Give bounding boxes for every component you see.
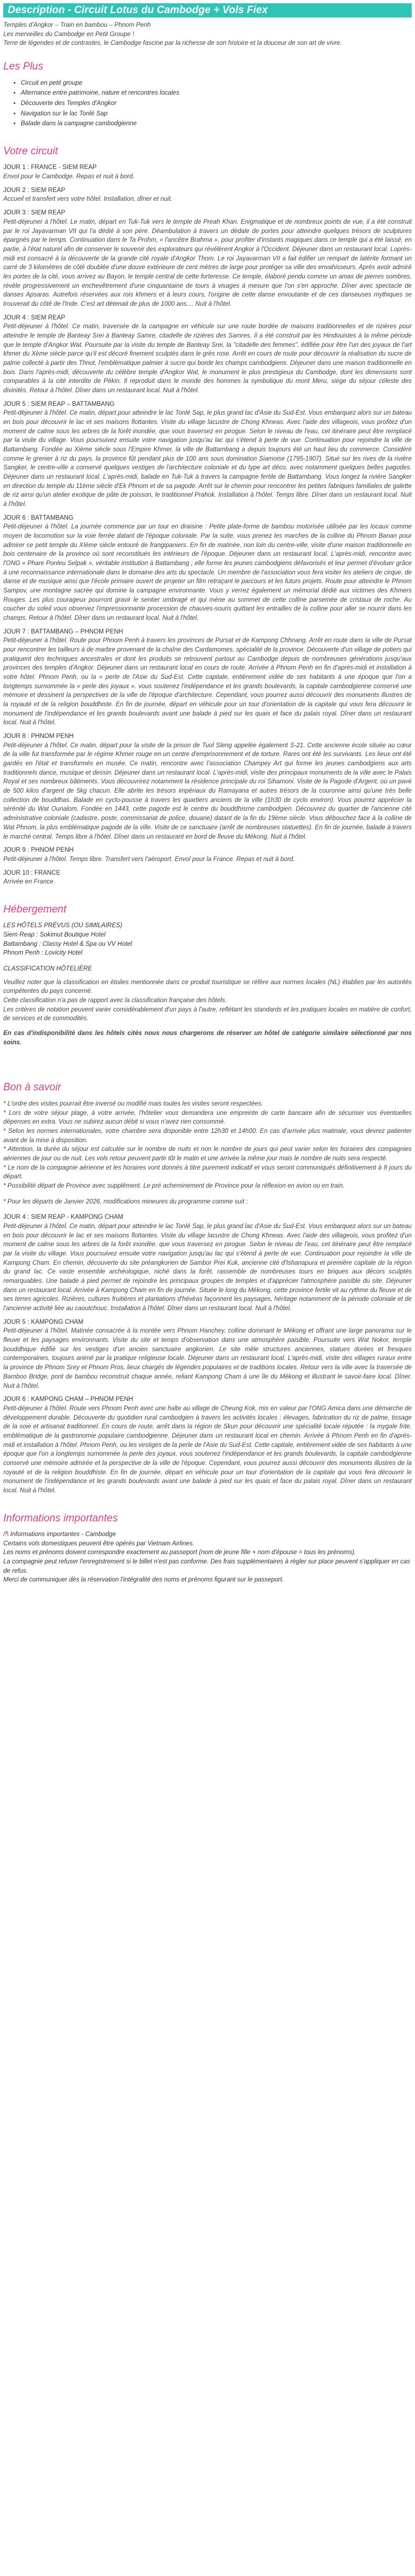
hotel-line: Phnom Penh : Lovicity Hotel bbox=[3, 950, 83, 957]
list-item: • Navigation sur le lac Tonlé Sap bbox=[21, 109, 412, 119]
intro bbox=[3, 21, 412, 48]
day-block bbox=[3, 869, 412, 887]
note: * Le nom de la compagnie aérienne et les horaires vont donnés à titre purement indicatif et vous seront communiqués définitivement à 8 jours du départ. bbox=[3, 1164, 412, 1181]
page-title: Description - Circuit Lotus du Cambodge + Vols Fiex bbox=[3, 3, 412, 18]
day-block bbox=[3, 400, 412, 509]
day-block bbox=[3, 208, 412, 309]
list-item: • Circuit en petit groupe bbox=[21, 79, 412, 88]
note: * L'ordre des visites pourrait être inversé ou modifié mais toutes les visites seront respectées. bbox=[3, 1101, 263, 1108]
day-title: JOUR 9 : PHNOM PENH bbox=[3, 847, 74, 854]
intro-line: Temples d'Angkor – Train en bambou – Phnom Penh bbox=[3, 22, 151, 28]
info-line: Les noms et prénoms doivent correspondre exactement au passeport (nom de jeune fille + nom d'épouse = tous les prénoms). bbox=[3, 1549, 356, 1556]
infos-heading: Informations importantes bbox=[3, 1512, 118, 1524]
bon-savoir-notes bbox=[3, 1100, 412, 1206]
day-text: Petit-déjeuner à l'hôtel. Route pour Phnom Penh à travers les provinces de Pursat et de Kampong Chhnang. Arrêt en route dans la ville de Pursat pour rencontrer les tailleurs à de marbre provenant de la chaîne des Cardamomes, spécialité de la province. Découverte d'un village de potiers qui pratiquent des techniques ancestrales et dont les produits se retrouvent partout au Cambodge depuis de nombreuses générations jusqu'aux provinces des temples d'Angkor. Déjeuner dans un restaurant local en cours de route. Arrivée à Phnom Penh en fin d'après-midi et installation à votre hôtel. Phnom Penh, ou la « perle de l'Asie du Sud-Est. Cette capitale, entièrement vidée de ses habitants à une époque que l'on a longtemps surnommée la « perle des joyaux ». vous soutenez l'indépendance et les grands boulevards, la capitale cambodgienne conservé une mémoire et dessinent la perspectives de la ville de l'époque d'architecture. Cependant, vous pourrez aussi découvrir des monuments illustres de la royauté et de la religion bouddhiste. En fin de journée, départ en véhicule pour un tour d'orientation de la capitale qui vous fera découvrir le monument de l'indépendance et les grands boulevards avant une balade à pied sur les quais et face du palais royal. Dîner dans un restaurant local. Nuit à l'hôtel. bbox=[3, 637, 412, 726]
day-text: Petit-déjeuner à l'hôtel. Ce matin, départ pour la visite de la prison de Tuol Sleng appelée également S-21. Cette ancienne école située au cœur de la ville fut transformée par le régime Khmer rouge en un centre d'emprisonnement et de torture. Rares ont été les survivants. Les lieux ont été gardés en l'état et transformés en musée. Ce matin, rencontre avec l'association Champey Art qui forme les jeunes cambodgiens aux arts traditionnels dance, musique et dessin. Déjeuner dans un restaurant local. L'après-midi, visite des principaux monuments de la ville avec le Palais Royal et ses nombreux bâtiments. Vous découvrirez notamment la résidence principale du roi Sihamoni. Visite de la Pagode d'Argent, où un pavé de 500 kilos d'argent de 5kg chacun. Elle abrite les trésors impériaux du Ramayana et autres trésors de la couronne ainsi qu'une très belle collection de bouddhas. Balade en cyclo-pousse à travers les quartiers anciens de la ville (1h30 de cyclo environ). Vous pourrez apprécier la sérénité du Wat Ounalom. Fondée en 1443, cette pagode est le centre du bouddhisme cambodgien. Découvrez du quartier de l'ancienne cité administrative coloniale (cadastre, poste, commissariat de police, douane) datant de la fin du 19ème siècle. Vous débouchez face à la colline de Wat Phnom, la plus emblématique pagode de la ville. Visite de ce sanctuaire (arrêt de nombreuses statuettes). En fin de journée, balade à travers le marché central. Temps libre à l'hôtel. Dîner dans un restaurant en bord de fleuve du Mékong. Nuit à l'hôtel. bbox=[3, 742, 412, 840]
day-block bbox=[3, 627, 412, 728]
classification-text: Cette classification n'a pas de rapport avec la classification française des hôtels. bbox=[3, 997, 227, 1004]
day-title: JOUR 1 : FRANCE - SIEM REAP bbox=[3, 164, 97, 171]
day-block bbox=[3, 1318, 412, 1391]
plus-heading: Les Plus bbox=[3, 61, 43, 73]
day-title: JOUR 5 : SIEM REAP – BATTAMBANG bbox=[3, 400, 115, 408]
day-title: JOUR 10 : FRANCE bbox=[3, 869, 61, 876]
day-text: Petit-déjeuner à l'hôtel. Ce matin, traversée de la campagne en véhicule sur une route bordée de maisons traditionnelles et de rizières pour atteindre le temple de Banteay Srei à Banteay Samre, citadelle de rizières des Samres. Il a été construit par les Hindouistes à la même période que le temple d'Angkor Wat. Poursuite par la visite du temple de Banteay Srei, la "citadelle des femmes", édifiée pour être l'un des joyaux de l'art khmer du Xème siècle parce qu'il est décoré finement sculptés dans le grès rose. Arrêt en cours de route pour découvrir la réalisation du sucre de palme collecté à partir des Thnot, l'emblématique palmier à sucre qui borde les champs cambodgiens. Déjeuner dans une maison traditionnelle en bois. Dans l'après-midi, découverte du célèbre temple d'Angkor Wat, le monument le plus prestigieux du Cambodge, dont les dimensions sont comparables à la cité interdite de Pékin. Il reproduit dans le monde des hommes la symbolique du mont Meru, siège du séjour céleste des divinités. Retour à l'hôtel. Dîner dans un restaurant local. Nuit à l'hôtel. bbox=[3, 323, 412, 394]
day-block bbox=[3, 732, 412, 841]
bon-savoir-heading: Bon à savoir bbox=[3, 1081, 61, 1094]
day-title: JOUR 3 : SIEM REAP bbox=[3, 210, 66, 217]
day-title: JOUR 7 : BATTAMBANG – PHNOM PENH bbox=[3, 628, 123, 635]
plus-list bbox=[3, 79, 412, 129]
day-title: JOUR 6 : KAMPONG CHAM – PHNOM PENH bbox=[3, 1396, 134, 1403]
hotel-line: Battambang : Classy Hotel & Spa ou VV Hotel bbox=[3, 940, 132, 947]
intro-line: Les merveilles du Cambodge en Petit Groupe ! bbox=[3, 31, 135, 38]
day-title: JOUR 5 : KAMPONG CHAM bbox=[3, 1318, 84, 1325]
circuit-heading: Votre circuit bbox=[3, 145, 58, 157]
note: * Selon les normes internationales, votre chambre sera disponible entre 12h30 et 14h00. En cas d'arrivée plus matinale, vous devrez patienter avant de la mise à disposition. bbox=[3, 1128, 412, 1144]
page bbox=[0, 3, 415, 1585]
day-title: JOUR 6 : BATTAMBANG bbox=[3, 514, 74, 521]
availability-note: En cas d'indisponibilité dans les hôtels cités nous nous chargerons de réserver un hôtel de catégorie similaire sélectionné par nos soins. bbox=[3, 1030, 412, 1046]
day-block bbox=[3, 514, 412, 623]
day-block bbox=[3, 1395, 412, 1495]
day-title: JOUR 4 : SIEM REAP - KAMPONG CHAM bbox=[3, 1214, 123, 1221]
info-line: La compagnie peut refuser l'enregistrement si le billet n'est pas conforme. Des frais supplémentaires à régler sur place peuvent s'appliquer en cas de refus. bbox=[3, 1559, 410, 1574]
hotels-list bbox=[3, 921, 412, 958]
hotels-title: LES HÔTELS PRÉVUS (OU SIMILAIRES) bbox=[3, 922, 123, 929]
info-line: Certains vols domestiques peuvent être opérés par Vietnam Airlines. bbox=[3, 1540, 195, 1547]
classification-title: CLASSIFICATION HÔTELIÈRE bbox=[3, 966, 93, 973]
day-title: JOUR 8 : PHNOM PENH bbox=[3, 733, 74, 740]
day-block bbox=[3, 846, 412, 864]
note: * Attention, la durée du séjour est calculée sur le nombre de nuits et non le nombre de jours qui peut varier selon les horaires des compagnies aériennes de jour ou de nuit. Les vols retour peuvent partir tôt le matin et une arrivée la même jour mais le nombre de nuits sera respecté. bbox=[3, 1146, 412, 1162]
day-title: JOUR 2 : SIEM REAP bbox=[3, 187, 66, 194]
list-item: • Découverte des Temples d'Angkor bbox=[21, 99, 412, 108]
classification-text: Les critères de notation peuvent varier considérablement d'un pays à l'autre, reflétant les standards et les pratiques locales en matière de confort, de services et de commodités. bbox=[3, 1006, 412, 1022]
info-line: Merci de communiquer dès la réservation l'intégralité des noms et prénoms figurant sur le passeport. bbox=[3, 1577, 284, 1584]
classification-text: Veuillez noter que la classification en étoiles mentionnée dans ce produit touristique se réfère aux normes locales (NL) établies par les autorités compétentes du pays concerné. bbox=[3, 979, 412, 995]
day-text: Petit-déjeuner à l'hôtel. Route vers Phnom Penh avec une halte au village de Cheung Kok, mis en valeur par l'ONG Amica dans une démarche de développement durable. Découverte du quotidien rural cambodgien à travers les activités locales : élevages, fabrication du riz de palme, tissage de la soie et artisanat traditionnel. En cours de route, arrêt dans la région de Skun pour découvrir une spécialité locale réputée : la mygale frite, emblématique de la gastronomie populaire cambodgienne. Déjeuner dans un restaurant local en chemin. Arrivée à Phnom Penh en fin d'après-midi et installation à l'hôtel. Phnom Penh, ou les vestiges de la perle de l'Asie du Sud-Est. Cette capitale, entièrement vidée de ses habitants à une époque que l'on a longtemps surnommée la perle des joyaux, vous soutenez l'indépendance et les grands boulevards, la capitale cambodgienne conservé une mémoire admirée et la perspective de la ville de l'époque. Cependant, vous pourrez aussi découvrir des monuments illustres de la royauté et de la religion bouddhiste. En fin de journée, départ en véhicule pour un tour d'orientation de la capitale qui vous fera découvrir le monument de l'indépendance et les grands boulevards avant une balade à pied sur les quais et face du palais royal. Dîner dans un restaurant local. Nuit à l'hôtel. bbox=[3, 1405, 412, 1494]
day-text: Arrivée en France. bbox=[3, 879, 55, 886]
list-item: • Alternance entre patrimoine, nature et rencontres locales bbox=[21, 89, 412, 98]
day-text: Petit-déjeuner à l'hôtel. Ce matin, départ pour atteindre le lac Tonlé Sap, le plus grand lac d'Asie du Sud-Est. Vous embarquez alors sur un bateau en bois pour découvrir le lac et ses maisons flottantes. Visite du village lacustre de Chong Khneas. Avec l'aide des villageois, vous profitez d'un moment de calme sous les arbres de la forêt inondée, que vous traversez en pirogue. Selon le niveau de l'eau, cet itinéraire peut être remplacé par la visite du village. Vous poursuivez ensuite votre navigation jusqu'au lac qui s'étend à perte de vue. Continuation pour rejoindre la ville de Battambang. Fondée au Xième siècle sous l'Empire Khmer, la ville de Battambang a depuis toujours été un haut lieu du commerce. Considéré comme le grenier à riz du pays, la province fût pendant plus de 100 ans sous domination Siamoise (1795-1907). Situé sur les rives de la rivière Sangker, le centre-ville a conservé quelques vestiges de l'architecture coloniale et du type art déco, avec notamment quelques belles pagodes. Déjeuner dans un restaurant local. L'après-midi, balade en Tuk-Tuk à travers la campagne fertile de Battambang. Vous longez la rivière Sangker en direction du temple du 11ème siècle d'Ek Phnom et de sa pagode. Arrêt sur le chemin pour rencontrer les petites fabriques familiales de galette de riz ainsi qu'un atelier exotique de pâte de poisson, le traditionnel Prahok. Installation à l'hôtel. Temps libre. Dîner dans un restaurant local. Nuit à l'hôtel. bbox=[3, 410, 412, 508]
day-text: Petit-déjeuner à l'hôtel. La journée commence par un tour en draisine : Petite plate-forme de bambou motorisée utilisée par les locaux comme moyen de locomotion sur la voie ferrée datant de l'époque coloniale. Par la suite, vous prenez les marches de la colline du Phnom Banan pour admirer ce petit temple du XIème siècle entouré de frangipaniers. En fin de matinée, non loin du centre-ville, visite d'une maison traditionnelle en bois centenaire de la province où sont reconstitués les intérieurs de l'époque. Déjeuner dans un restaurant local. L'après-midi, rencontre avec l'ONG « Phare Ponleu Selpak », véritable institution à Battambang ; elle forme les jeunes cambodgiens défavorisés et leur permet d'évoluer grâce à une reconnaissance internationale dans le domaine des arts du spectacle. Un membre de l'association vous fera visiter les ateliers de cirque, de danse et de musique ainsi que l'école primaire ouvert de projeter un film retraçant le parcours et les futurs projets. Route pour atteindre le Phnom Sampov, une montagne sacrée qui domine la campagne environnante. Vous y verrez également un mémorial dédié aux victimes des Khmers Rouges. Les plus courageux pourront gravir le sentier ombragé et qui mène au sommet de cette colline parsemée de cristaux de roche. Au coucher du soleil vous observez l'impressionnante procession de chauves-souris quittant les entrailles de la colline pour aller se nourrir dans les champs. Retour à l'hôtel. Dîner dans un restaurant local. Nuit à l'hôtel. bbox=[3, 524, 412, 622]
day-block bbox=[3, 186, 412, 204]
day-text: Petit-déjeuner à l'hôtel. Le matin, départ en Tuk-Tuk vers le temple de Preah Khan. Enigmatique et de nombreux points de vue, il a été construit par le roi Jayavarman VII qui l'a dédié à son père. Déambulation à travers un dédale de portes pour atteindre quelques trésors de sculptures épargnés par le temps. Continuation dans le Ta Prohm, « l'ancêtre Brahma », pour profiter d'instants magiques dans ce temple qui a été laissé, en partie, à l'état naturel afin de conserver le souvenir des explorateurs qui révélèrent Angkor à l'Occident. Déjeuner dans un restaurant local. Loprès-midi est consacré à la découverte de la grande cité royale d'Angkor Thom. Le roi Jayavarman VII a fait édifier un rempart de latérite formant un carré de 3 kilomètres de côté doublée d'une douve extérieure de cent mètres de large pour protéger sa ville des envahisseurs. Après avoir admiré les portes de la cité, vous arrivez au Bayon, le temple central de cette forteresse. Ce temple, élaboré pendu comme un amas de pierres sombres, révèle progressivement un enchevêtrement d'une cinquantaine de tours à visages à mesure que l'on s'en approche. Dîner avec spectacle de danses Apsaras. Autrefois réservées aux rois khmers et à leurs cours, l'origine de cette danse envoutante et de ces danseuses mythiques se trouverait du côté de l'Inde. C'est art détenait de plus de 1000 ans.... Nuit à l'hôtel. bbox=[3, 218, 412, 307]
day-block bbox=[3, 313, 412, 396]
intro-line: Terre de légendes et de contrastes, le Cambodge fascine par la richesse de son histoire et la douceur de son art de vivre. bbox=[3, 40, 342, 47]
day-title: JOUR 4 : SIEM REAP bbox=[3, 314, 66, 321]
day-text: Envol pour le Cambodge. Repas et nuit à bord. bbox=[3, 173, 135, 181]
day-text: Accueil et transfert vers votre hôtel. Installation, dîner et nuit. bbox=[3, 196, 172, 203]
note: * Pour les départs de Janvier 2026, modifications mineures du programme comme suit : bbox=[3, 1198, 248, 1205]
day-block bbox=[3, 163, 412, 181]
day-text: Petit-déjeuner à l'hôtel. Matinée consacrée à la montée vers Phnom Hanchey, colline dominant le Mékong et offrant une large panorama sur le fleuve et les paysages environnants. Visite du site et temps d'observation dans une atmosphère paisible. Poursuite vers Wat Nokor, temple bouddhique édifié sur les vestiges d'un ancien sanctuaire angkorien. Le site mêle structures anciennes, statues dorées et fresques contemporaines, toujours animé par la pratique religieuse locale. Déjeuner dans un restaurant local. L'après-midi, visite des villages ruraux entre la province de Phnom Srey et Phnom Pros, lieux chargés de légendes populaires et de traditions locales. Retour vers la ville avec la traversée de Bamboo Bridge, pont de bambou reconstruit chaque année, reliant Kampong Cham à une île du Mékong et illustrant le savoir-faire local. Dîner. Nuit à l'hôtel. bbox=[3, 1328, 412, 1389]
day-text: Petit-déjeuner à l'hôtel. Ce matin, départ pour atteindre le lac Tonlé Sap, le plus grand lac d'Asie du Sud-Est. Vous embarquez alors sur un bateau en bois pour découvrir le lac et ses maisons flottantes. Visite du village lacustre de Chong Khneas. Avec l'aide des villageois, vous profitez d'un moment de calme sous les arbres de la forêt inondée, que vous traversez en pirogue. Selon le niveau de l'eau, cet itinéraire peut être remplacé par la visite du village. Vous poursuivez ensuite votre navigation jusqu'au lac qui s'étend à perte de vue. Continuation pour rejoindre la ville de Kampong Cham. En chemin, découverte du site préangkorien de Sambor Prei Kuk, ancienne cité d'Ishanapura et première capitale de la région du grand lac. Ce vaste ensemble archéologique, niché dans la forêt, rassemble de nombreuses tours en briques aux décors sculptés remarquables. Une balade à pied permet de rejoindre les principaux groupes de temples et d'apprécier l'atmosphère paisible du site. Déjeuner dans un restaurant local. Arrivée à Kampong Cham en fin de journée. Située le long du Mékong, cette province fertile vit au rythme du fleuve et de ses terres agricoles. Rizières, cultures fruitières et plantations d'hévéas façonnent les paysages, héritage notamment de la période coloniale et de l'ancienne activité liée au caoutchouc. Installation à l'hôtel. Dîner dans un restaurant local. Nuit à l'hôtel. bbox=[3, 1223, 412, 1312]
circuit-days bbox=[3, 163, 412, 886]
info-line: /!\ Informations importantes - Cambodge bbox=[3, 1531, 116, 1538]
hebergement-heading: Hébergement bbox=[3, 903, 67, 915]
infos-list bbox=[3, 1530, 412, 1585]
note: * Lors de votre séjour plage, à votre arrivée, l'hôtelier vous demandera une empreinte de carte bancaire afin de sécuriser vos éventuelles dépenses en extra. Vous ne subirez aucun débit si vous n'avez rien consommé. bbox=[3, 1109, 412, 1126]
list-item: • Balade dans la campagne cambodgienne bbox=[21, 119, 412, 129]
day-block bbox=[3, 1213, 412, 1313]
hotel-line: Siem Reap : Sokimut Boutique Hotel bbox=[3, 932, 106, 939]
day-text: Petit-déjeuner à l'hôtel. Temps libre. Transfert vers l'aéroport. Envol pour la France. Repas et nuit à bord. bbox=[3, 856, 295, 863]
note: * Possibilité départ de Province avec supplément. Le pré acheminement de Province pour la réflexion en avion ou en train. bbox=[3, 1183, 345, 1190]
